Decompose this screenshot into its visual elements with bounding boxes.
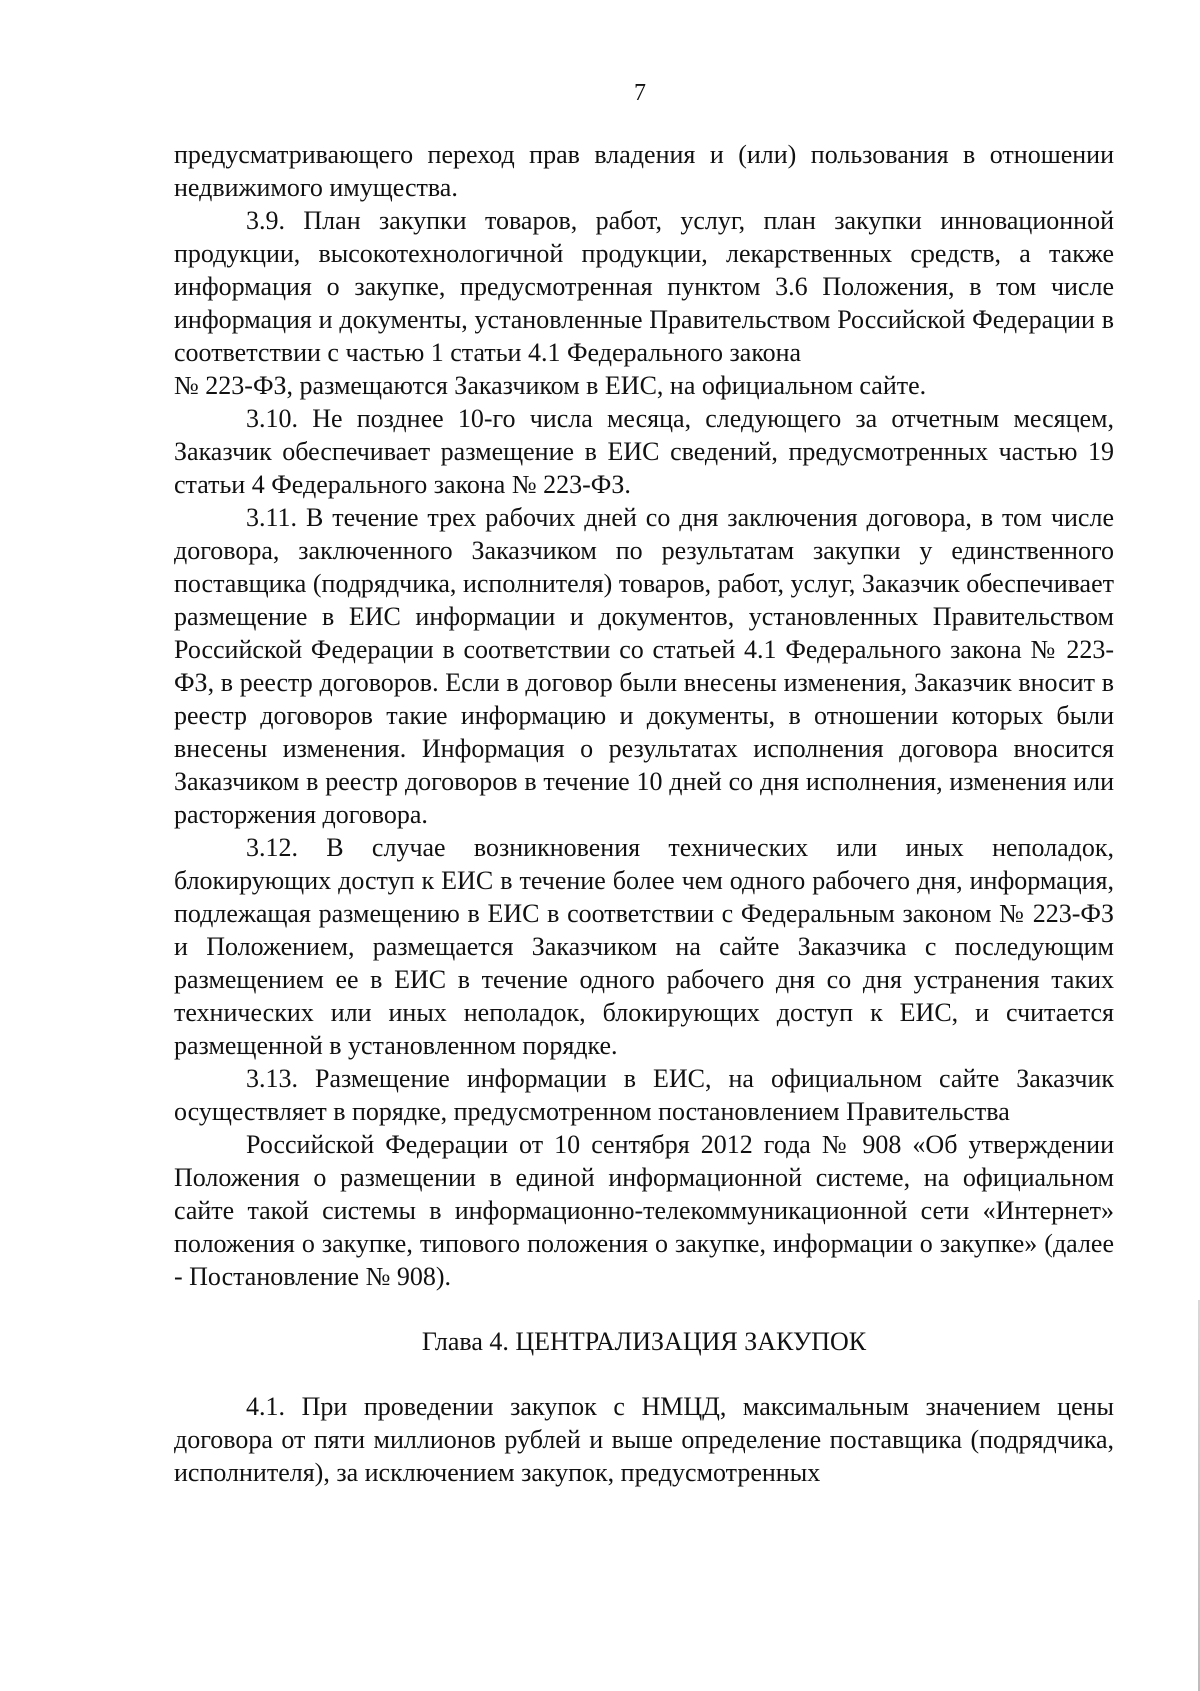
paragraph-3-9-tail: № 223-ФЗ, размещаются Заказчиком в ЕИС, на официальном сайте. <box>174 371 927 400</box>
paragraph-3-12: 3.12. В случае возникновения технических или иных неполадок, блокирующих доступ к ЕИС в течение более чем одного рабочего дня, информация, подлежащая размещению в ЕИС в соответствии с Федеральным законом № 223-ФЗ и Положением, размещается Заказчиком на сайте Заказчика с последующим размещением ее в ЕИС в течение одного рабочего дня со дня устранения таких технических или иных неполадок, блокирующих доступ к ЕИС, и считается размещенной в установленном порядке. <box>174 833 1114 1060</box>
chapter-heading: Глава 4. ЦЕНТРАЛИЗАЦИЯ ЗАКУПОК <box>421 1327 867 1356</box>
paragraph-4-1: 4.1. При проведении закупок с НМЦД, максимальным значением цены договора от пяти миллионов рублей и выше определение поставщика (подрядчика, исполнителя), за исключением закупок, предусмотренных <box>174 1392 1114 1487</box>
paragraph-3-9: 3.9. План закупки товаров, работ, услуг, план закупки инновационной продукции, высокотехнологичной продукции, лекарственных средств, а также информация о закупке, предусмотренная пунктом 3.6 Положения, в том числе информация и документы, установленные Правительством Российской Федерации в соответствии с частью 1 статьи 4.1 Федерального закона <box>174 206 1114 367</box>
paragraph-3-11: 3.11. В течение трех рабочих дней со дня заключения договора, в том числе договора, заключенного Заказчиком по результатам закупки у единственного поставщика (подрядчика, исполнителя) товаров, работ, услуг, Заказчик обеспечивает размещение в ЕИС информации и документов, установленных Правительством Российской Федерации в соответствии со статьей 4.1 Федерального закона № 223-ФЗ, в реестр договоров. Если в договор были внесены изменения, Заказчик вносит в реестр договоров такие информацию и документы, в отношении которых были внесены изменения. Информация о результатах исполнения договора вносится Заказчиком в реестр договоров в течение 10 дней со дня исполнения, изменения или расторжения договора. <box>174 503 1114 829</box>
page-number: 7 <box>634 80 646 106</box>
paragraph-3-13-continued: Российской Федерации от 10 сентября 2012 года № 908 «Об утверждении Положения о размещении в единой информационной системе, на официальном сайте такой системы в информационно-телекоммуникационной сети «Интернет» положения о закупке, типового положения о закупке, информации о закупке» (далее - Постановление № 908). <box>174 1130 1114 1291</box>
paragraph-3-10: 3.10. Не позднее 10-го числа месяца, следующего за отчетным месяцем, Заказчик обеспечивает размещение в ЕИС сведений, предусмотренных частью 19 статьи 4 Федерального закона № 223-ФЗ. <box>174 404 1114 499</box>
document-body <box>174 138 1114 1489</box>
paragraph-3-13: 3.13. Размещение информации в ЕИС, на официальном сайте Заказчик осуществляет в порядке, предусмотренном постановлением Правительства <box>174 1064 1114 1126</box>
paragraph-continuation: предусматривающего переход прав владения и (или) пользования в отношении недвижимого имущества. <box>174 140 1114 202</box>
